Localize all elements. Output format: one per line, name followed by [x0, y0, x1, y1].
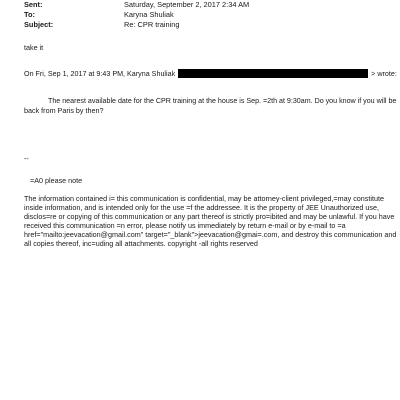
to-value: Karyna Shuliak — [124, 10, 174, 19]
sent-label: Sent: — [24, 0, 43, 9]
disclaimer-line: received this communication =n error, please notify us immediately by return e-mail or by e-mail to =a — [24, 221, 346, 230]
subject-label: Subject: — [24, 20, 54, 29]
disclaimer-line: disclos=re or copying of this communication or any part thereof is strictly pro=ibited and may be unlawful. If you have — [24, 212, 395, 221]
signature-note: =A0 please note — [30, 176, 83, 185]
quote-attribution — [24, 69, 397, 79]
reply-text: take it — [24, 43, 44, 52]
quote-prefix: On Fri, Sep 1, 2017 at 9:43 PM, Karyna Shuliak — [24, 70, 176, 78]
signature-separator: -- — [24, 154, 29, 163]
quote-suffix: > wrote: — [371, 70, 397, 78]
quoted-line-1: The nearest available date for the CPR training at the house is Sep. =2th at 9:30am. Do you know if you will be — [48, 97, 397, 105]
disclaimer-line: inside information, and is intended only for the use =f the addressee. It is the property of JEE Unauthorized use, — [24, 203, 379, 212]
to-label: To: — [24, 10, 35, 19]
disclaimer-line: href="mailto:jeevacation@gmail.com" target="_blank">jeevacation@gmai=.com, and destroy this communication and — [24, 230, 397, 239]
subject-value: Re: CPR training — [124, 20, 180, 29]
quoted-line-2: back from Paris by then? — [24, 106, 104, 115]
sent-value: Saturday, September 2, 2017 2:34 AM — [124, 0, 250, 9]
disclaimer-line: The information contained i= this communication is confidential, may be attorney-client privileged,=may constitute — [24, 194, 384, 203]
redaction-bar — [178, 69, 368, 78]
disclaimer-line: all copies thereof, inc=uding all attachments. copyright -all rights reserved — [24, 239, 258, 248]
